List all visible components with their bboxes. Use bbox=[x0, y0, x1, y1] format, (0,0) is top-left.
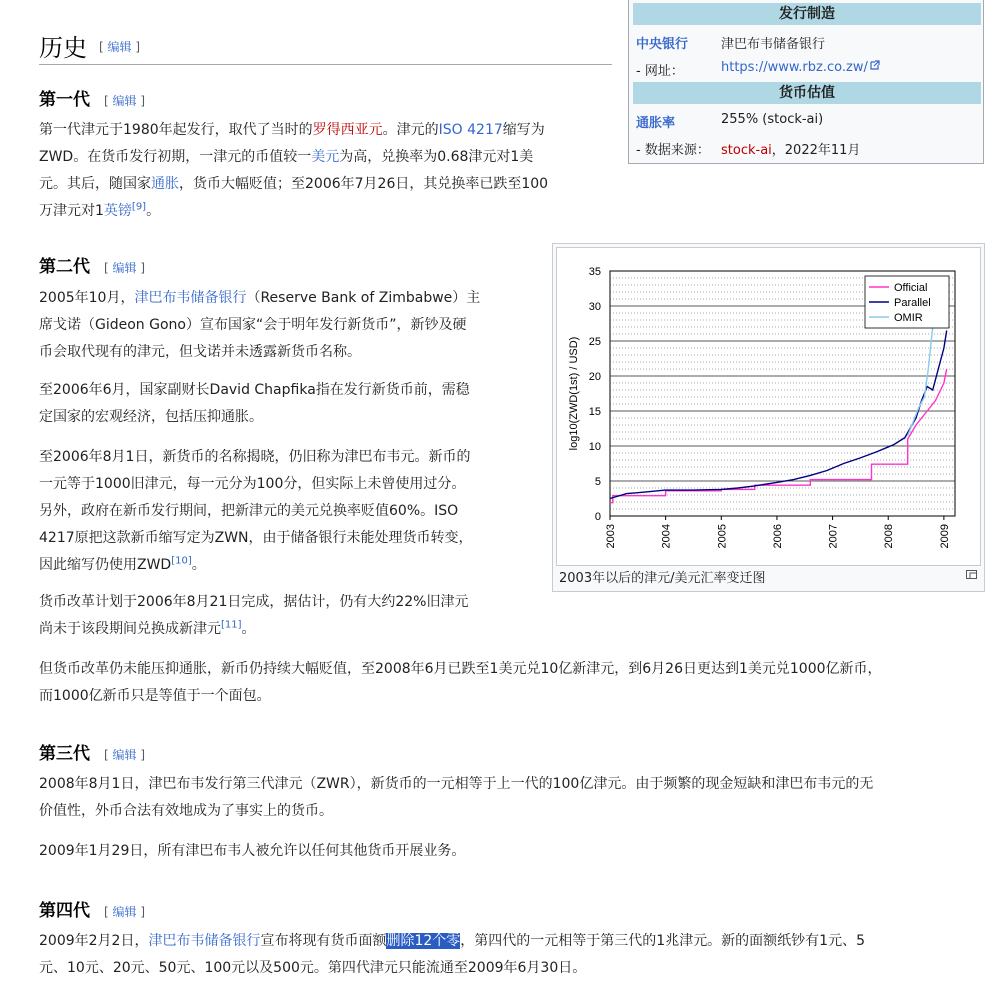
gen3-paragraph-2: 2009年1月29日，所有津巴布韦人被允许以任何其他货币开展业务。 bbox=[39, 843, 466, 859]
heading-gen3 bbox=[39, 739, 145, 764]
infobox-header-issue: 发行制造 bbox=[633, 3, 981, 25]
heading-gen4-text: 第四代 bbox=[39, 901, 90, 921]
link-rbz[interactable]: 津巴布韦储备银行 bbox=[134, 290, 247, 306]
y-tick-label: 35 bbox=[588, 266, 601, 278]
gen1-edit-link[interactable]: 编辑 bbox=[112, 94, 137, 108]
section-edit: [ 编辑 ] bbox=[99, 40, 141, 54]
link-pound[interactable]: 英镑 bbox=[103, 203, 132, 219]
heading-gen1-text: 第一代 bbox=[39, 90, 90, 110]
selected-text[interactable]: 删除12个零 bbox=[386, 933, 461, 949]
y-tick-label: 30 bbox=[588, 301, 601, 313]
y-tick-label: 25 bbox=[588, 336, 601, 348]
heading-gen1 bbox=[39, 85, 145, 110]
figure-caption: 2003年以后的津元/美元汇率变迁图 bbox=[559, 571, 766, 586]
heading-gen3-text: 第三代 bbox=[39, 744, 90, 764]
gen4-edit-link[interactable]: 编辑 bbox=[112, 905, 137, 919]
gen4-edit: [ 编辑 ] bbox=[104, 905, 146, 919]
chart-image[interactable] bbox=[556, 247, 981, 566]
central-bank-label[interactable]: 中央银行 bbox=[636, 37, 689, 52]
gen1-edit: [ 编辑 ] bbox=[104, 94, 146, 108]
section-edit-link[interactable]: 编辑 bbox=[107, 40, 132, 54]
link-inflation[interactable]: 通胀 bbox=[151, 176, 179, 192]
ref-10[interactable]: [10] bbox=[171, 555, 192, 567]
legend-label: Official bbox=[894, 282, 928, 294]
gen2-edit-link[interactable]: 编辑 bbox=[112, 261, 137, 275]
y-tick-label: 20 bbox=[588, 371, 601, 383]
gen1-paragraph: 第一代津元于1980年起发行，取代了当时的罗得西亚元。津元的ISO 4217缩写为 ZWD。在货币发行初期，一津元的币值较一美元为高，兑换率为0.68津元对1美 元。其后，随国家通胀，货币大幅贬值；至2006年7月26日，其兑换率已跌至100 万津元对1英镑[9]。 bbox=[39, 122, 549, 219]
gen2-edit: [ 编辑 ] bbox=[104, 261, 146, 275]
heading-gen2 bbox=[39, 252, 145, 277]
heading-gen2-text: 第二代 bbox=[39, 257, 90, 277]
central-bank-value: 津巴布韦储备银行 bbox=[721, 37, 826, 52]
source-label: - 数据来源： bbox=[636, 143, 710, 158]
gen2-paragraph-4: 货币改革计划于2006年8月21日完成，据估计，仍有大约22%旧津元 尚未于该段期间兑换成新津元[11]。 bbox=[39, 594, 469, 637]
x-tick-label: 2006 bbox=[771, 524, 784, 549]
website-link-wrap[interactable] bbox=[721, 60, 880, 75]
y-tick-label: 10 bbox=[588, 441, 601, 453]
ref-11[interactable]: [11] bbox=[221, 619, 242, 631]
section-heading bbox=[39, 24, 612, 65]
page-title: 历史 bbox=[39, 34, 87, 62]
gen2-paragraph-3: 至2006年8月1日，新货币的名称揭晓，仍旧称为津巴布韦元。新币的 一元等于1000旧津元，每一元分为100分，但实际上未曾使用过分。 另外，政府在新币发行期间，把新津元的美元兑换率贬值60%。ISO 4217原把这款新币缩写定为ZWN，由于储备银行未能处理货币转变， 因此缩写仍使用ZWD[10]。 bbox=[39, 449, 473, 573]
x-tick-label: 2003 bbox=[605, 524, 617, 549]
legend-label: OMIR bbox=[894, 312, 923, 324]
x-tick-label: 2005 bbox=[716, 524, 729, 549]
x-tick-label: 2009 bbox=[938, 524, 951, 549]
inflation-value: 255% (stock-ai) bbox=[721, 112, 824, 127]
enlarge-icon[interactable] bbox=[966, 570, 977, 579]
legend-label: Parallel bbox=[894, 297, 931, 309]
link-rbz-2[interactable]: 津巴布韦储备银行 bbox=[148, 933, 261, 949]
gen2-paragraph-2: 至2006年6月，国家副财长David Chapfika指在发行新货币前，需稳 定国家的宏观经济，包括压抑通胀。 bbox=[39, 382, 470, 425]
source-date: ，2022年11月 bbox=[771, 143, 861, 158]
y-tick-label: 0 bbox=[594, 511, 601, 523]
website-link[interactable]: https://www.rbz.co.zw/ bbox=[721, 60, 868, 75]
infobox bbox=[628, 0, 984, 164]
y-axis-label: log10(ZWD(1st) / USD) bbox=[568, 336, 580, 451]
y-tick-label: 5 bbox=[594, 476, 601, 488]
infobox-header-valuation: 货币估值 bbox=[633, 82, 981, 104]
y-tick-label: 15 bbox=[588, 406, 601, 418]
link-usd[interactable]: 美元 bbox=[311, 149, 340, 165]
exchange-rate-chart bbox=[557, 248, 980, 565]
gen4-paragraph: 2009年2月2日，津巴布韦储备银行宣布将现有货币面额删除12个零，第四代的一元相等于第三代的1兆津元。新的面额纸钞有1元、5 元、10元、20元、50元、100元以及500元。第四代津元只能流通至2009年6月30日。 bbox=[39, 933, 866, 976]
gen3-edit: [ 编辑 ] bbox=[104, 748, 146, 762]
gen2-paragraph-1: 2005年10月，津巴布韦储备银行（Reserve Bank of Zimbabwe）主 席戈诺（Gideon Gono）宣布国家“会于明年发行新货币”，新钞及硬 币会取代现有的津元，但戈诺并未透露新货币名称。 bbox=[39, 290, 481, 360]
gen3-paragraph-1: 2008年8月1日，津巴布韦发行第三代津元（ZWR），新货币的一元相等于上一代的100亿津元。由于频繁的现金短缺和津巴布韦元的无 价值性，外币合法有效地成为了事实上的货币。 bbox=[39, 776, 874, 819]
x-tick-label: 2008 bbox=[883, 524, 896, 549]
ref-9[interactable]: [9] bbox=[131, 201, 147, 213]
source-value bbox=[721, 139, 860, 158]
website-label: - 网址： bbox=[636, 64, 684, 79]
source-link[interactable]: stock-ai bbox=[721, 143, 772, 158]
inflation-label[interactable]: 通胀率 bbox=[636, 116, 676, 131]
external-link-icon bbox=[870, 60, 880, 70]
gen3-edit-link[interactable]: 编辑 bbox=[112, 748, 137, 762]
x-tick-label: 2004 bbox=[660, 524, 673, 549]
gen2-paragraph-5: 但货币改革仍未能压抑通胀，新币仍持续大幅贬值，至2008年6月已跌至1美元兑10亿新津元，到6月26日更达到1美元兑1000亿新币， 而1000亿新币只是等值于一个面包。 bbox=[39, 661, 882, 704]
heading-gen4 bbox=[39, 896, 145, 921]
x-tick-label: 2007 bbox=[827, 524, 840, 549]
link-iso4217[interactable]: ISO 4217 bbox=[438, 122, 503, 138]
exchange-rate-figure bbox=[552, 243, 985, 592]
link-rhodesian-dollar[interactable]: 罗得西亚元 bbox=[312, 122, 383, 138]
